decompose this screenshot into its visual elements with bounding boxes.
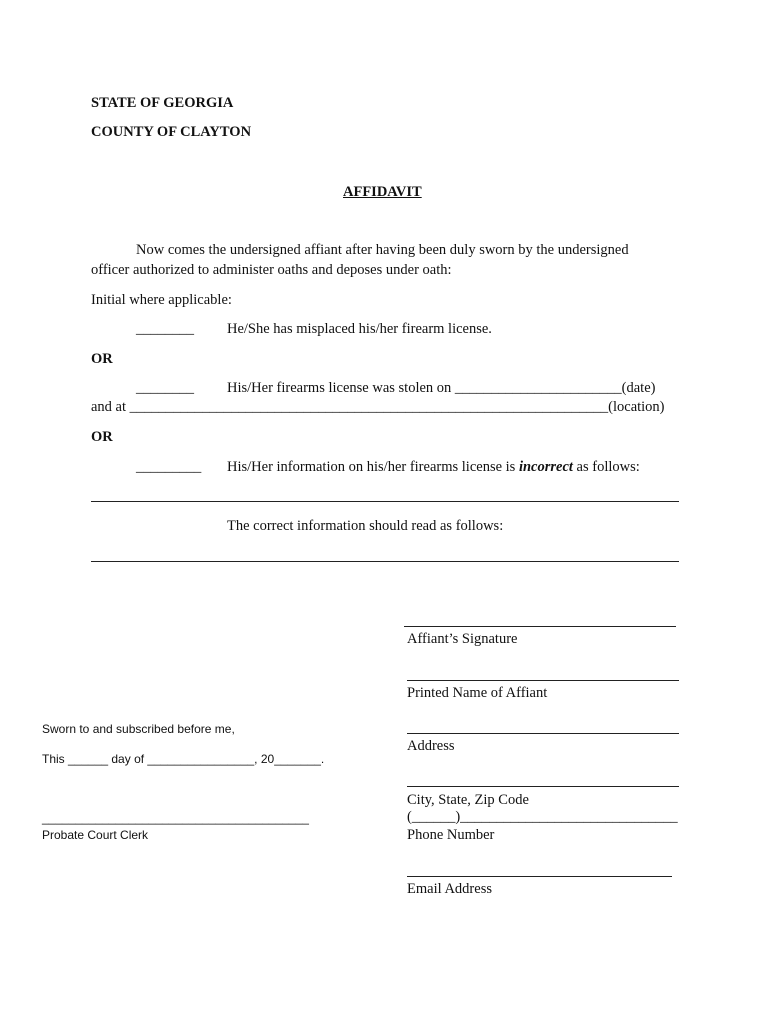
incorrect-emphasis: incorrect <box>518 459 573 475</box>
incorrect-initial-blank[interactable]: _________ <box>136 459 202 475</box>
printed-name-line[interactable] <box>407 680 679 681</box>
correct-info-line[interactable] <box>91 561 679 562</box>
stolen-initial-blank[interactable]: ________ <box>136 380 194 396</box>
incorrect-statement <box>227 458 640 476</box>
incorrect-info-line[interactable] <box>91 501 679 502</box>
city-state-zip-label: City, State, Zip Code <box>407 792 529 808</box>
intro-line-2: officer authorized to administer oaths and deposes under oath: <box>91 262 452 278</box>
stolen-statement[interactable]: His/Her firearms license was stolen on _______________________(date) <box>227 380 656 396</box>
clerk-signature-line[interactable]: ________________________________________ <box>42 811 309 825</box>
initial-instruction: Initial where applicable: <box>91 292 232 308</box>
city-state-zip-line[interactable] <box>407 786 679 787</box>
state-heading: STATE OF GEORGIA <box>91 95 234 111</box>
or-separator-1: OR <box>91 351 113 367</box>
misplaced-statement: He/She has misplaced his/her firearm license. <box>227 321 492 337</box>
phone-number-label: Phone Number <box>407 827 495 843</box>
printed-name-label: Printed Name of Affiant <box>407 685 548 701</box>
stolen-location-line[interactable]: and at __________________________________________________________________(location) <box>91 399 665 415</box>
sworn-statement: Sworn to and subscribed before me, <box>42 722 235 736</box>
or-separator-2: OR <box>91 429 113 445</box>
email-line[interactable] <box>407 876 672 877</box>
email-label: Email Address <box>407 881 492 897</box>
document-title: AFFIDAVIT <box>343 184 422 200</box>
affiant-signature-label: Affiant’s Signature <box>407 631 518 647</box>
address-label: Address <box>407 738 455 754</box>
incorrect-text-before: His/Her information on his/her firearms license is <box>227 459 519 475</box>
affiant-signature-line[interactable] <box>404 626 676 627</box>
correct-info-label: The correct information should read as follows: <box>227 518 504 534</box>
address-line[interactable] <box>407 733 679 734</box>
phone-line[interactable]: (______)______________________________ <box>407 809 678 825</box>
intro-line-1: Now comes the undersigned affiant after having been duly sworn by the undersigned <box>136 242 629 258</box>
sworn-date-line[interactable]: This ______ day of ________________, 20_______. <box>42 752 325 766</box>
probate-court-clerk-label: Probate Court Clerk <box>42 828 149 842</box>
misplaced-initial-blank[interactable]: ________ <box>136 321 194 337</box>
incorrect-text-after: as follows: <box>572 459 640 475</box>
county-heading: COUNTY OF CLAYTON <box>91 124 252 140</box>
